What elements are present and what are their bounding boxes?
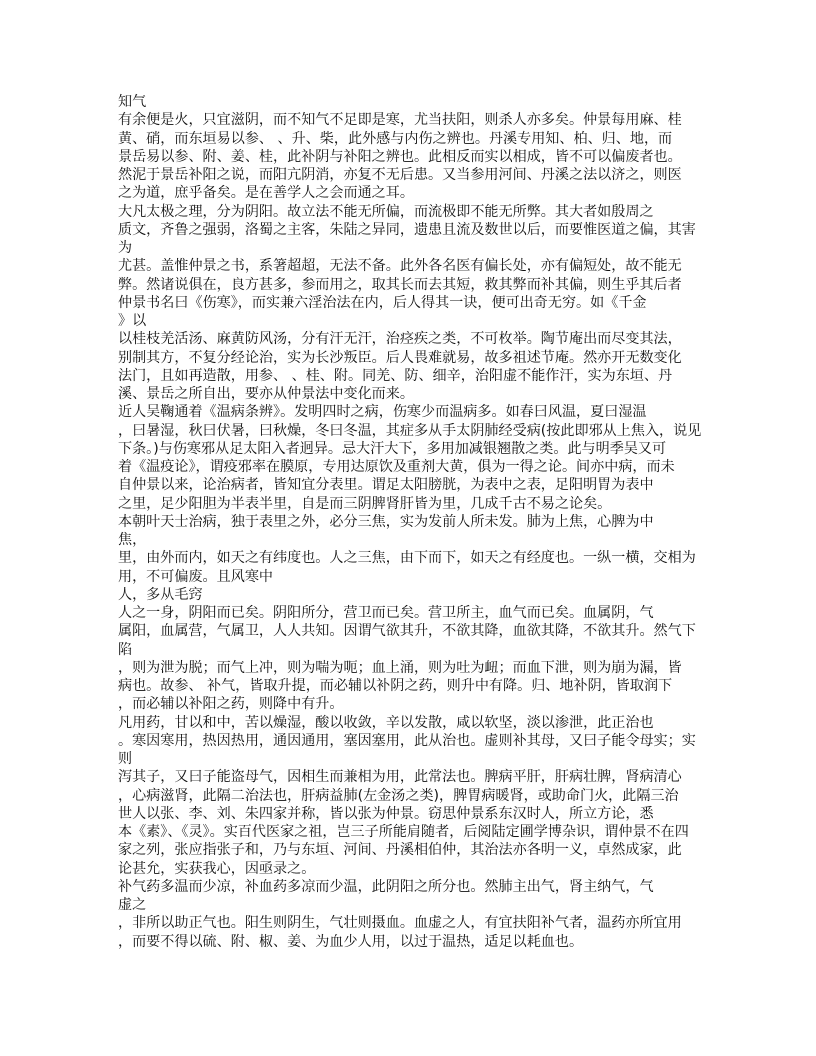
text-line: 用，不可偏废。且风寒中	[118, 568, 274, 585]
text-line: 黄、硝，而东垣易以参、 、升、柴，此外感与内伤之辨也。丹溪专用知、柏、归、地，而	[118, 130, 673, 147]
text-line: 焦，	[118, 532, 147, 548]
text-line: 虚之	[118, 897, 147, 913]
text-line: 景岳易以参、附、姜、桂，此补阴与补阳之辨也。此相反而实以相成，皆不可以偏废者也。	[118, 148, 682, 165]
text-line: 法门，且如再造散，用参、 、桂、附。同羌、防、细辛，治阳虚不能作汗，实为东垣、丹	[118, 367, 673, 384]
text-line: ，则为泄为脱；而气上冲，则为喘为呃；血上涌，则为吐为衄；而血下泄，则为崩为漏，皆	[118, 659, 682, 676]
text-line: 病也。故参、 补气，皆取升提，而必辅以补阴之药，则升中有降。归、地补阴，皆取润下	[118, 678, 673, 694]
text-line: 然泥于景岳补阳之说，而阳亢阴消，亦复不无后患。又当参用河间、丹溪之法以济之，则医	[118, 167, 682, 183]
text-line: 质文，齐鲁之强弱，洛蜀之主客，朱陆之异同，遗患且流及数世以后，而要惟医道之偏，其害	[118, 221, 696, 238]
text-line: ，曰暑湿，秋曰伏暑，曰秋燥，冬曰冬温，其症多从手太阴肺经受病(按此即邪从上焦入，说见	[118, 422, 702, 439]
text-line: 里，由外而内，如天之有纬度也。人之三焦，由下而下，如天之有经度也。一纵一横，交相为	[118, 550, 696, 567]
text-line: 论甚允，实获我心，因亟录之。	[118, 860, 316, 877]
text-line: ，非所以助正气也。阳生则阴生，气壮则摄血。血虚之人，有宜扶阳补气者，温药亦所宜用	[118, 915, 682, 932]
text-line: 陷	[118, 641, 133, 658]
heading-line: 知气	[118, 94, 147, 110]
text-line: 人，多从毛窍	[118, 586, 203, 603]
text-line: 家之列，张应指张子和，乃与东垣、河间、丹溪相伯仲，其治法亦各明一义，卓然成家，此	[118, 842, 682, 859]
text-line: 溪、景岳之所自出，要亦从仲景法中变化而来。	[118, 386, 414, 402]
text-line: 近人吴鞠通着《温病条辨》。发明四时之病，伤寒少而温病多。如春曰风温，夏曰湿温	[118, 404, 647, 421]
text-line: 仲景书名曰《伤寒》，而实兼六淫治法在内，后人得其一诀，便可出奇无穷。如《千金	[118, 294, 647, 311]
text-line: 之里，足少阳胆为半表半里，自是而三阴脾肾肝皆为里，几成千古不易之论矣。	[118, 495, 612, 512]
text-line: 为	[118, 240, 133, 256]
text-line: 凡用药，甘以和中，苦以燥湿，酸以收敛，辛以发散，咸以软坚，淡以渗泄，此正治也	[118, 714, 654, 731]
text-line: 以桂枝羌活汤、麻黄防风汤，分有汗无汗，治痉疾之类，不可枚举。陶节庵出而尽变其法，	[118, 331, 682, 348]
text-line: 补气药多温而少凉，补血药多凉而少温，此阴阳之所分也。然肺主出气，肾主纳气，气	[118, 878, 654, 895]
text-line: 弊。然诸说俱在，良方甚多，参而用之，取其长而去其短，救其弊而补其偏，则生乎其后者	[118, 276, 682, 293]
text-line: 泻其子，又曰子能盗母气，因相生而兼相为用，此常法也。脾病平肝，肝病壮脾，肾病清心	[118, 769, 682, 786]
text-line: 有余便是火，只宜滋阴，而不知气不足即是寒，尤当扶阳，则杀人亦多矣。仲景每用麻、桂	[118, 112, 682, 129]
text-line: 别制其方，不复分经论治，实为长沙叛臣。后人畏难就易，故多祖述节庵。然亦开无数变化	[118, 349, 682, 366]
text-line: 》以	[118, 313, 147, 329]
text-line: 自仲景以来，论治病者，皆知宜分表里。谓足太阳膀胱，为表中之表，足阳明胃为表中	[118, 477, 654, 494]
text-line: 本朝叶天士治病，独于表里之外，必分三焦，实为发前人所未发。肺为上焦，心脾为中	[118, 513, 654, 530]
text-line: 本《素》、《灵》。实百代医家之祖，岂三子所能肩随者，后阅陆定圃学博杂识，谓仲景不在四	[118, 824, 689, 840]
text-line: ，而必辅以补阳之药，则降中有升。	[118, 696, 344, 713]
document-body	[118, 93, 718, 951]
text-line: ，而要不得以硫、附、椒、姜、为血少人用，以过于温热，适足以耗血也。	[118, 933, 584, 950]
text-line: 尤甚。盖惟仲景之书，系箸超超，无法不备。此外各名医有偏长处，亦有偏短处，故不能无	[118, 258, 682, 275]
text-line: 人之一身，阴阳而已矣。阴阳所分，营卫而已矣。营卫所主，血气而已矣。血属阴，气	[118, 605, 654, 621]
text-line: 。寒因寒用，热因热用，通因通用，塞因塞用，此从治也。虚则补其母，又曰子能令母实；实	[118, 732, 696, 749]
text-line: 属阳，血属营，气属卫，人人共知。因谓气欲其升，不欲其降，血欲其降，不欲其升。然气下	[118, 623, 696, 640]
text-line: 之为道，庶乎备矣。是在善学人之会而通之耳。	[118, 185, 414, 202]
text-line: 下条。)与伤寒邪从足太阳入者迥异。忌大汗大下，多用加减银翘散之类。此与明季吴又可	[118, 440, 667, 457]
text-line: 着《温疫论》，谓疫邪率在膜原，专用达原饮及重剂大黄，俱为一得之论。间亦中病，而未	[118, 459, 675, 475]
text-line: 则	[118, 751, 133, 767]
text-line: 大凡太极之理，分为阴阳。故立法不能无所偏，而流极即不能无所弊。其大者如殷周之	[118, 203, 654, 220]
text-line: ，心病滋肾，此隔二治法也，肝病益肺(左金汤之类)，脾胃病暖肾，或助命门火，此隔三治	[118, 787, 679, 804]
text-line: 世人以张、李、刘、朱四家并称，皆以张为仲景。窃思仲景系东汉时人，所立方论，悉	[118, 805, 654, 822]
